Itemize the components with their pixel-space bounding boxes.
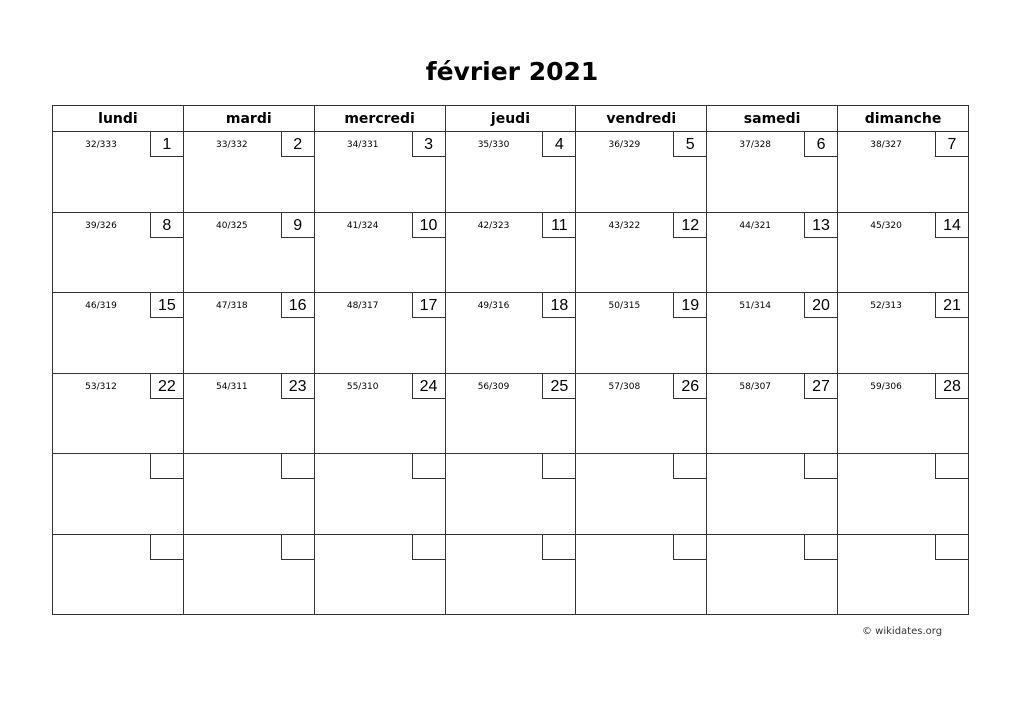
day-number: 5 <box>673 132 706 157</box>
day-cell <box>53 293 184 374</box>
day-cell <box>576 534 707 615</box>
day-cell-content <box>53 374 183 454</box>
day-cell <box>707 373 838 454</box>
day-cell-content <box>315 374 445 454</box>
day-number: 8 <box>150 213 183 238</box>
day-cell-content <box>838 535 968 615</box>
day-of-year-count: 43/322 <box>608 220 641 231</box>
day-cell <box>576 212 707 293</box>
day-of-year-count: 47/318 <box>216 301 248 311</box>
day-number: 3 <box>412 132 445 157</box>
day-number: 4 <box>542 132 575 157</box>
weekday-header-row <box>53 106 969 132</box>
day-number: 9 <box>281 213 314 238</box>
day-cell-content <box>446 374 576 454</box>
day-cell <box>445 373 576 454</box>
day-number: 17 <box>412 293 445 318</box>
day-cell <box>314 132 445 213</box>
day-of-year-count: 53/312 <box>85 381 117 392</box>
day-number <box>673 454 706 479</box>
day-of-year-count: 57/308 <box>608 381 641 392</box>
day-number <box>150 535 183 560</box>
day-number: 10 <box>412 213 445 238</box>
day-cell <box>183 454 314 535</box>
day-cell-content <box>446 293 576 373</box>
day-cell-content <box>838 213 968 293</box>
day-of-year-count: 46/319 <box>85 301 117 311</box>
day-cell-content <box>184 454 314 534</box>
day-cell-content <box>707 535 837 615</box>
weekday-header: samedi <box>707 106 838 132</box>
day-cell <box>53 212 184 293</box>
day-number <box>804 454 837 479</box>
day-of-year-count: 44/321 <box>739 220 772 231</box>
day-of-year-count: 49/316 <box>477 301 510 311</box>
day-cell-content <box>446 535 576 615</box>
week-row <box>53 212 969 293</box>
calendar-grid <box>52 105 969 615</box>
day-cell <box>707 212 838 293</box>
day-cell-content <box>707 454 837 534</box>
day-number: 20 <box>804 293 837 318</box>
weekday-header: jeudi <box>445 106 576 132</box>
day-cell <box>838 212 969 293</box>
day-cell-content <box>576 293 706 373</box>
day-of-year-count: 54/311 <box>216 381 248 392</box>
day-cell-content <box>184 293 314 373</box>
day-number: 15 <box>150 293 183 318</box>
day-cell <box>314 454 445 535</box>
day-cell <box>314 212 445 293</box>
week-row <box>53 132 969 213</box>
day-of-year-count: 55/310 <box>346 381 379 392</box>
day-cell <box>53 534 184 615</box>
day-of-year-count: 36/329 <box>608 140 641 150</box>
day-cell-content <box>707 374 837 454</box>
day-cell <box>838 454 969 535</box>
day-cell <box>183 293 314 374</box>
day-cell-content <box>707 132 837 212</box>
day-number <box>281 454 314 479</box>
day-number <box>804 535 837 560</box>
day-cell <box>707 293 838 374</box>
day-cell-content <box>53 454 183 534</box>
day-of-year-count: 41/324 <box>346 220 379 231</box>
day-of-year-count: 38/327 <box>870 140 902 150</box>
day-cell-content <box>315 132 445 212</box>
day-of-year-count: 59/306 <box>870 381 902 392</box>
day-cell-content <box>53 293 183 373</box>
day-of-year-count: 39/326 <box>85 220 117 231</box>
day-cell-content <box>53 213 183 293</box>
day-of-year-count: 33/332 <box>216 140 248 150</box>
day-cell-content <box>576 132 706 212</box>
day-cell-content <box>315 213 445 293</box>
weekday-header: mardi <box>183 106 314 132</box>
day-cell-content <box>576 213 706 293</box>
day-cell <box>576 454 707 535</box>
day-cell-content <box>838 132 968 212</box>
day-cell-content <box>707 213 837 293</box>
weekday-header: lundi <box>53 106 184 132</box>
day-cell <box>314 373 445 454</box>
day-cell <box>53 132 184 213</box>
day-cell-content <box>576 535 706 615</box>
day-number: 14 <box>935 213 968 238</box>
day-cell <box>707 534 838 615</box>
day-cell-content <box>838 374 968 454</box>
day-of-year-count: 35/330 <box>477 140 510 150</box>
day-cell <box>838 132 969 213</box>
day-of-year-count: 48/317 <box>346 301 379 311</box>
day-of-year-count: 34/331 <box>346 140 379 150</box>
day-of-year-count: 56/309 <box>477 381 510 392</box>
day-cell <box>576 132 707 213</box>
day-number: 26 <box>673 374 706 399</box>
day-number <box>935 454 968 479</box>
day-number: 18 <box>542 293 575 318</box>
day-cell-content <box>446 132 576 212</box>
day-cell <box>707 132 838 213</box>
day-cell <box>445 534 576 615</box>
day-cell <box>53 373 184 454</box>
day-cell-content <box>707 293 837 373</box>
day-number: 2 <box>281 132 314 157</box>
week-row <box>53 293 969 374</box>
day-of-year-count: 51/314 <box>739 301 772 311</box>
day-number: 19 <box>673 293 706 318</box>
day-cell <box>183 373 314 454</box>
day-number: 11 <box>542 213 575 238</box>
day-number <box>673 535 706 560</box>
day-cell-content <box>53 535 183 615</box>
day-cell <box>445 132 576 213</box>
day-number <box>412 454 445 479</box>
day-cell-content <box>838 293 968 373</box>
day-number: 24 <box>412 374 445 399</box>
day-cell <box>838 373 969 454</box>
day-cell <box>314 534 445 615</box>
day-number: 12 <box>673 213 706 238</box>
day-number <box>412 535 445 560</box>
day-number: 25 <box>542 374 575 399</box>
day-cell-content <box>446 213 576 293</box>
day-number <box>281 535 314 560</box>
day-number: 27 <box>804 374 837 399</box>
day-cell-content <box>53 132 183 212</box>
copyright-footer: © wikidates.org <box>862 626 943 637</box>
day-cell-content <box>576 454 706 534</box>
day-cell <box>838 293 969 374</box>
day-cell <box>445 293 576 374</box>
day-number: 28 <box>935 374 968 399</box>
day-cell-content <box>576 374 706 454</box>
day-cell-content <box>315 454 445 534</box>
day-of-year-count: 58/307 <box>739 381 772 392</box>
week-row <box>53 454 969 535</box>
day-cell-content <box>315 535 445 615</box>
day-of-year-count: 45/320 <box>870 220 902 231</box>
day-cell <box>53 454 184 535</box>
day-number: 6 <box>804 132 837 157</box>
day-cell-content <box>838 454 968 534</box>
day-number <box>150 454 183 479</box>
weekday-header: mercredi <box>314 106 445 132</box>
day-cell-content <box>184 535 314 615</box>
day-cell <box>576 373 707 454</box>
day-number: 16 <box>281 293 314 318</box>
day-cell-content <box>446 454 576 534</box>
day-number: 23 <box>281 374 314 399</box>
day-of-year-count: 37/328 <box>739 140 772 150</box>
week-row <box>53 373 969 454</box>
weekday-header: dimanche <box>838 106 969 132</box>
day-of-year-count: 40/325 <box>216 220 248 231</box>
day-number: 7 <box>935 132 968 157</box>
day-number <box>542 454 575 479</box>
weekday-header: vendredi <box>576 106 707 132</box>
day-cell-content <box>184 374 314 454</box>
day-of-year-count: 32/333 <box>85 140 117 150</box>
day-cell <box>445 454 576 535</box>
day-cell <box>183 132 314 213</box>
day-cell-content <box>315 293 445 373</box>
day-of-year-count: 50/315 <box>608 301 641 311</box>
week-row <box>53 534 969 615</box>
day-cell <box>576 293 707 374</box>
day-cell <box>445 212 576 293</box>
day-number: 21 <box>935 293 968 318</box>
day-cell <box>314 293 445 374</box>
day-number: 13 <box>804 213 837 238</box>
day-cell-content <box>184 213 314 293</box>
day-cell <box>838 534 969 615</box>
day-of-year-count: 52/313 <box>870 301 902 311</box>
day-number: 22 <box>150 374 183 399</box>
page-title: février 2021 <box>425 57 599 86</box>
day-number: 1 <box>150 132 183 157</box>
day-cell <box>183 212 314 293</box>
day-cell-content <box>184 132 314 212</box>
day-number <box>542 535 575 560</box>
day-cell <box>707 454 838 535</box>
day-cell <box>183 534 314 615</box>
day-number <box>935 535 968 560</box>
day-of-year-count: 42/323 <box>477 220 510 231</box>
